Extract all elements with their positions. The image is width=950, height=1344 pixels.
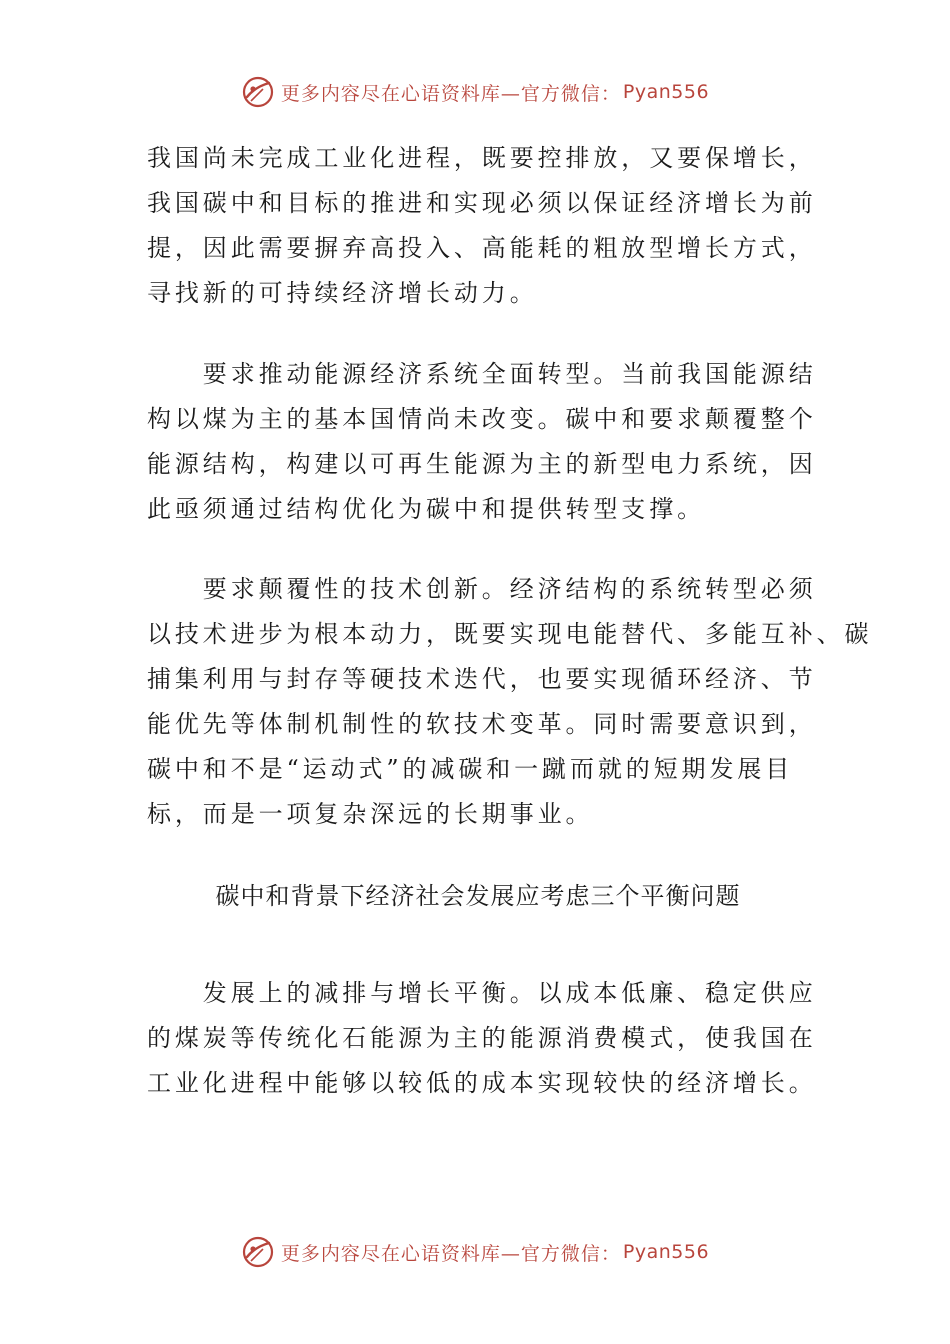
text-line: 寻找新的可持续经济增长动力。 <box>147 279 538 307</box>
section-heading: 碳中和背景下经济社会发展应考虑三个平衡问题 <box>215 882 741 910</box>
footer-watermark <box>0 1232 950 1272</box>
text-line: 碳中和不是“运动式”的减碳和一蹴而就的短期发展目 <box>147 755 794 783</box>
paragraph-4 <box>147 971 817 1106</box>
text-line: 发展上的减排与增长平衡。以成本低廉、稳定供应 <box>147 979 817 1007</box>
text-line: 我国尚未完成工业化进程，既要控排放，又要保增长， <box>147 144 817 172</box>
watermark-text: 更多内容尽在心语资料库—官方微信： <box>280 1242 621 1265</box>
text-line: 捕集利用与封存等硬技术迭代，也要实现循环经济、节 <box>147 665 817 693</box>
text-line: 标，而是一项复杂深远的长期事业。 <box>147 800 594 828</box>
text-line: 我国碳中和目标的推进和实现必须以保证经济增长为前 <box>147 189 817 217</box>
text-line: 要求颠覆性的技术创新。经济结构的系统转型必须 <box>147 575 817 603</box>
text-line: 构以煤为主的基本国情尚未改变。碳中和要求颠覆整个 <box>147 405 817 433</box>
watermark-wechat-id: Pyan556 <box>622 1241 710 1263</box>
brush-pen-logo-icon <box>241 1235 275 1269</box>
text-line: 的煤炭等传统化石能源为主的能源消费模式，使我国在 <box>147 1024 817 1052</box>
text-line: 以技术进步为根本动力，既要实现电能替代、多能互补、碳 <box>147 620 873 648</box>
header-watermark <box>0 72 950 112</box>
watermark-wechat-id: Pyan556 <box>622 81 710 103</box>
text-line: 能源结构，构建以可再生能源为主的新型电力系统，因 <box>147 450 817 478</box>
text-line: 能优先等体制机制性的软技术变革。同时需要意识到， <box>147 710 817 738</box>
paragraph-3 <box>147 567 872 837</box>
text-line: 工业化进程中能够以较低的成本实现较快的经济增长。 <box>147 1069 817 1097</box>
text-line: 此亟须通过结构优化为碳中和提供转型支撑。 <box>147 495 705 523</box>
paragraph-2 <box>147 352 817 532</box>
watermark-text: 更多内容尽在心语资料库—官方微信： <box>280 82 621 105</box>
brush-pen-logo-icon <box>241 75 275 109</box>
paragraph-1 <box>147 136 817 316</box>
text-line: 提，因此需要摒弃高投入、高能耗的粗放型增长方式， <box>147 234 817 262</box>
text-line: 要求推动能源经济系统全面转型。当前我国能源结 <box>147 360 817 388</box>
